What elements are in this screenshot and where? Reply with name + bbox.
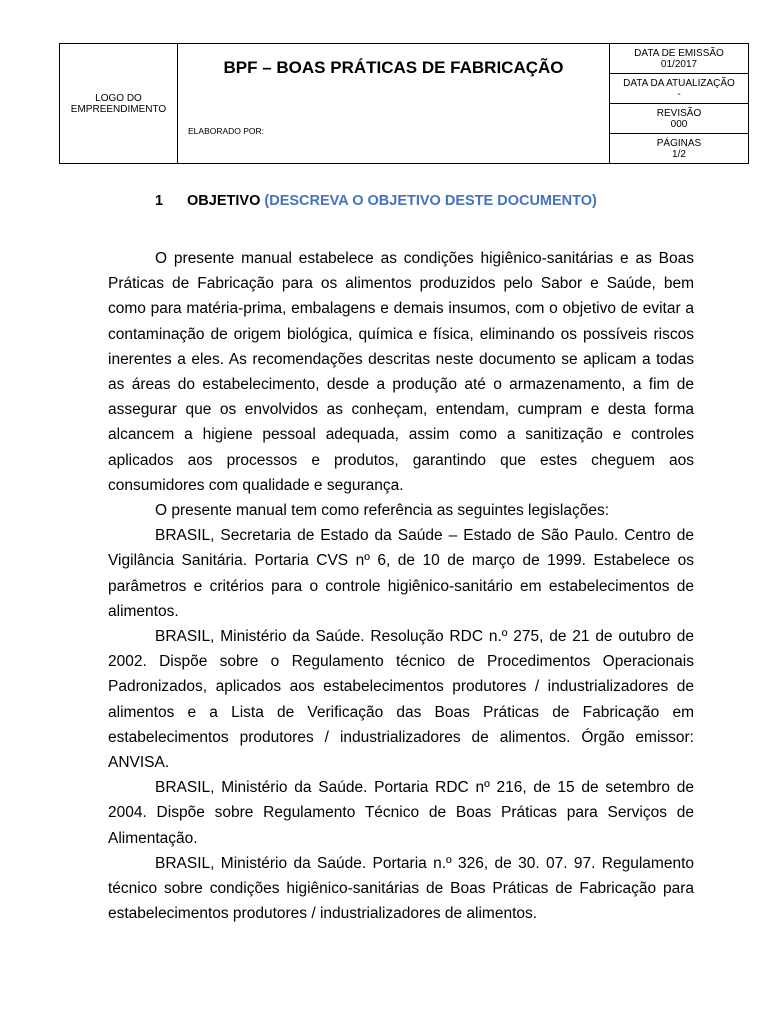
paragraph-reference-rdc275: BRASIL, Ministério da Saúde. Resolução RDC n.º 275, de 21 de outubro de 2002. Dispõe sobre o Regulamento técnico de Procedimentos Operacionais Padronizados, aplicados aos estabelecimentos produtores / industrializadores de alimentos e a Lista de Verificação das Boas Práticas de Fabricação em estabelecimentos produtores / industrializadores de alimentos. Órgão emissor: ANVISA. <box>108 628 694 772</box>
logo-placeholder <box>60 44 178 164</box>
issue-date-label: DATA DE EMISSÃO <box>634 47 724 59</box>
pages-cell <box>610 134 749 164</box>
revision-label: REVISÃO <box>656 107 702 119</box>
pages-value: 1/2 <box>672 148 686 160</box>
issue-date-value: 01/2017 <box>660 58 698 70</box>
document-header <box>59 43 749 164</box>
revision-value: 000 <box>670 118 688 130</box>
paragraph-scope: O presente manual estabelece as condições higiênico-sanitárias e as Boas Práticas de Fabricação para os alimentos produzidos pelo Sabor e Saúde, bem como para matéria-prima, embalagens e demais insumos, com o objetivo de evitar a contaminação de origem biológica, química e física, eliminando os possíveis riscos inerentes a eles. As recomendações descritas neste documento se aplicam a todas as áreas do estabelecimento, desde a produção até o armazenamento, a fim de assegurar que os envolvidos as conheçam, entendam, cumpram e desta forma alcancem a higiene pessoal adequada, assim como a sanitização e controles aplicados aos processos e produtos, garantindo que estes cheguem aos consumidores com qualidade e segurança. <box>108 250 694 494</box>
paragraph-reference-cvs6: BRASIL, Secretaria de Estado da Saúde – Estado de São Paulo. Centro de Vigilância Sanitária. Portaria CVS nº 6, de 10 de março de 1999. Estabelece os parâmetros e critérios para o controle higiênico-sanitário em estabelecimentos de alimentos. <box>108 527 694 620</box>
section-hint: (DESCREVA O OBJETIVO DESTE DOCUMENTO) <box>264 193 597 209</box>
revision-cell <box>610 104 749 134</box>
section-number: 1 <box>155 193 164 209</box>
section-heading <box>155 190 694 212</box>
paragraph-reference-portaria326: BRASIL, Ministério da Saúde. Portaria n.º 326, de 30. 07. 97. Regulamento técnico sobre condições higiênico-sanitárias de Boas Práticas de Fabricação para estabelecimentos produtores / industrializadores de alimentos. <box>108 854 694 923</box>
update-date-cell <box>610 74 749 104</box>
logo-label: LOGO DO EMPREENDIMENTO <box>70 92 167 115</box>
paragraph-references-intro: O presente manual tem como referência as seguintes legislações: <box>155 502 610 520</box>
issue-date-cell <box>610 44 749 74</box>
section-title: OBJETIVO <box>187 193 261 209</box>
document-title: BPF – BOAS PRÁTICAS DE FABRICAÇÃO <box>223 58 564 77</box>
prepared-by-label: ELABORADO POR: <box>188 126 265 136</box>
pages-label: PÁGINAS <box>656 137 702 149</box>
document-body <box>108 190 694 926</box>
update-date-label: DATA DA ATUALIZAÇÃO <box>623 77 735 89</box>
update-date-value: - <box>677 88 681 100</box>
title-cell <box>178 44 610 164</box>
paragraph-reference-rdc216: BRASIL, Ministério da Saúde. Portaria RDC nº 216, de 15 de setembro de 2004. Dispõe sobre Regulamento Técnico de Boas Práticas para Serviços de Alimentação. <box>108 779 694 847</box>
